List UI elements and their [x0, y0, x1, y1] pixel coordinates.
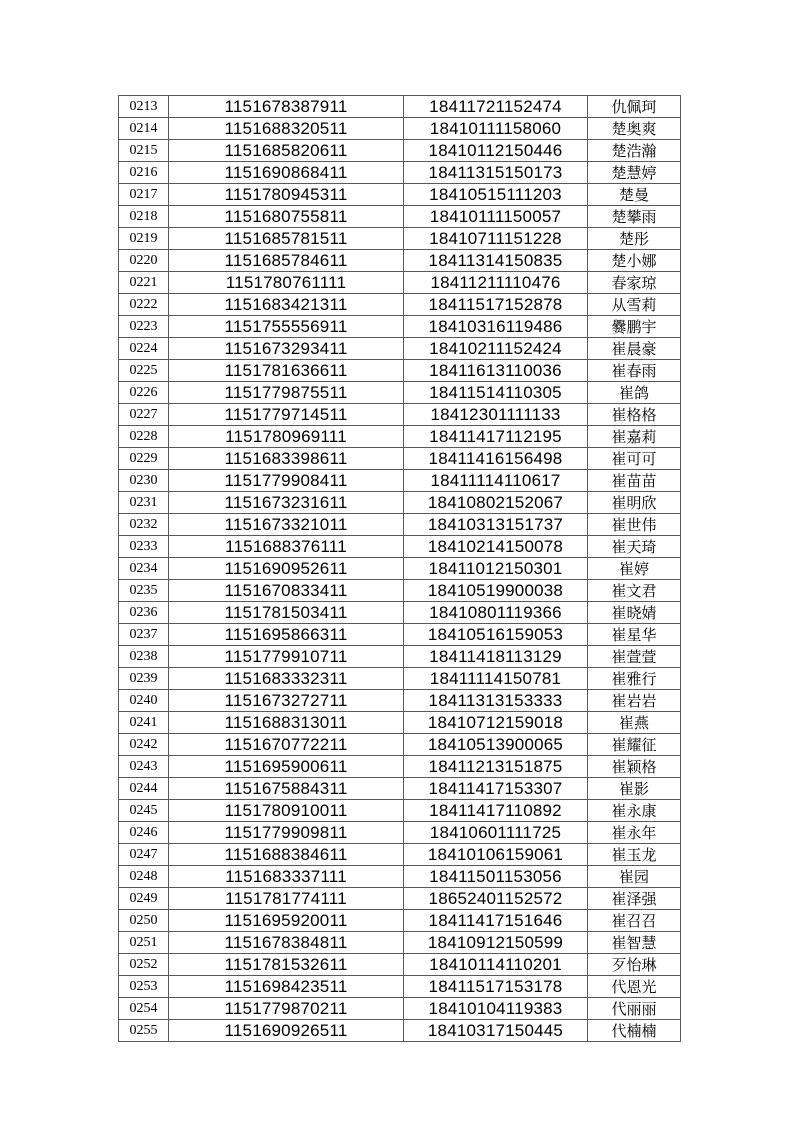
candidate-number-cell: 1151755556911 — [169, 316, 404, 338]
candidate-number-cell: 1151670772211 — [169, 734, 404, 756]
table-row — [119, 360, 681, 382]
name-cell: 崔格格 — [588, 404, 681, 426]
name-cell: 崔苗苗 — [588, 470, 681, 492]
row-index-cell: 0215 — [119, 140, 169, 162]
candidate-number-cell: 1151678384811 — [169, 932, 404, 954]
candidate-number-cell: 1151685781511 — [169, 228, 404, 250]
candidate-number-cell: 1151779870211 — [169, 998, 404, 1020]
row-index-cell: 0243 — [119, 756, 169, 778]
row-index-cell: 0245 — [119, 800, 169, 822]
exam-number-cell: 18411721152474 — [404, 96, 588, 118]
exam-number-cell: 18411501153056 — [404, 866, 588, 888]
name-cell: 从雪莉 — [588, 294, 681, 316]
table-row — [119, 470, 681, 492]
name-cell: 楚小娜 — [588, 250, 681, 272]
candidate-number-cell: 1151779909811 — [169, 822, 404, 844]
row-index-cell: 0223 — [119, 316, 169, 338]
candidate-number-cell: 1151690952611 — [169, 558, 404, 580]
table-row — [119, 668, 681, 690]
exam-number-cell: 18410111158060 — [404, 118, 588, 140]
name-cell: 崔燕 — [588, 712, 681, 734]
exam-number-cell: 18411416156498 — [404, 448, 588, 470]
row-index-cell: 0239 — [119, 668, 169, 690]
exam-number-cell: 18410601111725 — [404, 822, 588, 844]
candidate-number-cell: 1151781503411 — [169, 602, 404, 624]
table-row — [119, 976, 681, 998]
name-cell: 崔世伟 — [588, 514, 681, 536]
candidate-number-cell: 1151779910711 — [169, 646, 404, 668]
table-row — [119, 448, 681, 470]
row-index-cell: 0218 — [119, 206, 169, 228]
exam-number-cell: 18411517153178 — [404, 976, 588, 998]
name-cell: 崔影 — [588, 778, 681, 800]
table-row — [119, 998, 681, 1020]
exam-number-cell: 18411613110036 — [404, 360, 588, 382]
table-row — [119, 404, 681, 426]
exam-number-cell: 18410214150078 — [404, 536, 588, 558]
table-row — [119, 558, 681, 580]
row-index-cell: 0237 — [119, 624, 169, 646]
row-index-cell: 0213 — [119, 96, 169, 118]
table-row — [119, 536, 681, 558]
exam-number-cell: 18410515111203 — [404, 184, 588, 206]
candidate-number-cell: 1151683421311 — [169, 294, 404, 316]
table-row — [119, 932, 681, 954]
row-index-cell: 0235 — [119, 580, 169, 602]
candidate-number-cell: 1151779714511 — [169, 404, 404, 426]
table-row — [119, 822, 681, 844]
row-index-cell: 0236 — [119, 602, 169, 624]
name-cell: 崔泽强 — [588, 888, 681, 910]
table-row — [119, 140, 681, 162]
row-index-cell: 0241 — [119, 712, 169, 734]
exam-number-cell: 18410317150445 — [404, 1020, 588, 1042]
table-row — [119, 514, 681, 536]
name-cell: 崔岩岩 — [588, 690, 681, 712]
exam-number-cell: 18410711151228 — [404, 228, 588, 250]
candidate-number-cell: 1151685784611 — [169, 250, 404, 272]
name-cell: 楚慧婷 — [588, 162, 681, 184]
exam-number-cell: 18410112150446 — [404, 140, 588, 162]
exam-number-cell: 18411213151875 — [404, 756, 588, 778]
candidate-number-cell: 1151688376111 — [169, 536, 404, 558]
exam-number-cell: 18411211110476 — [404, 272, 588, 294]
candidate-number-cell: 1151688384611 — [169, 844, 404, 866]
candidate-number-cell: 1151780969111 — [169, 426, 404, 448]
name-cell: 崔耀征 — [588, 734, 681, 756]
table-row — [119, 580, 681, 602]
exam-number-cell: 18652401152572 — [404, 888, 588, 910]
name-cell: 崔萱萱 — [588, 646, 681, 668]
table-row — [119, 338, 681, 360]
row-index-cell: 0224 — [119, 338, 169, 360]
row-index-cell: 0222 — [119, 294, 169, 316]
table-row — [119, 866, 681, 888]
row-index-cell: 0227 — [119, 404, 169, 426]
exam-number-cell: 18410114110201 — [404, 954, 588, 976]
candidate-number-cell: 1151780761111 — [169, 272, 404, 294]
table-row — [119, 1020, 681, 1042]
table-row — [119, 206, 681, 228]
candidate-number-cell: 1151779875511 — [169, 382, 404, 404]
table-row — [119, 844, 681, 866]
row-index-cell: 0249 — [119, 888, 169, 910]
table-row — [119, 492, 681, 514]
candidate-number-cell: 1151680755811 — [169, 206, 404, 228]
name-cell: 歹怡琳 — [588, 954, 681, 976]
exam-number-cell: 18410316119486 — [404, 316, 588, 338]
name-cell: 楚浩瀚 — [588, 140, 681, 162]
row-index-cell: 0217 — [119, 184, 169, 206]
table-row — [119, 316, 681, 338]
name-cell: 崔玉龙 — [588, 844, 681, 866]
exam-number-cell: 18411114150781 — [404, 668, 588, 690]
row-index-cell: 0244 — [119, 778, 169, 800]
exam-number-cell: 18410513900065 — [404, 734, 588, 756]
name-cell: 崔雅行 — [588, 668, 681, 690]
name-cell: 崔颖格 — [588, 756, 681, 778]
exam-number-cell: 18411417110892 — [404, 800, 588, 822]
table-row — [119, 96, 681, 118]
name-cell: 崔星华 — [588, 624, 681, 646]
candidate-number-cell: 1151670833411 — [169, 580, 404, 602]
candidate-number-cell: 1151695900611 — [169, 756, 404, 778]
exam-number-cell: 18411418113129 — [404, 646, 588, 668]
row-index-cell: 0255 — [119, 1020, 169, 1042]
table-row — [119, 162, 681, 184]
exam-number-cell: 18411315150173 — [404, 162, 588, 184]
exam-number-cell: 18411417151646 — [404, 910, 588, 932]
name-cell: 崔天琦 — [588, 536, 681, 558]
row-index-cell: 0230 — [119, 470, 169, 492]
exam-number-cell: 18411314150835 — [404, 250, 588, 272]
row-index-cell: 0231 — [119, 492, 169, 514]
exam-number-cell: 18410104119383 — [404, 998, 588, 1020]
row-index-cell: 0225 — [119, 360, 169, 382]
name-cell: 代丽丽 — [588, 998, 681, 1020]
candidate-number-cell: 1151779908411 — [169, 470, 404, 492]
candidate-number-cell: 1151780910011 — [169, 800, 404, 822]
row-index-cell: 0238 — [119, 646, 169, 668]
row-index-cell: 0247 — [119, 844, 169, 866]
table-row — [119, 382, 681, 404]
row-index-cell: 0228 — [119, 426, 169, 448]
table-row — [119, 734, 681, 756]
row-index-cell: 0242 — [119, 734, 169, 756]
row-index-cell: 0253 — [119, 976, 169, 998]
table-row — [119, 888, 681, 910]
candidate-number-cell: 1151690926511 — [169, 1020, 404, 1042]
row-index-cell: 0219 — [119, 228, 169, 250]
table-row — [119, 294, 681, 316]
name-cell: 崔嘉莉 — [588, 426, 681, 448]
exam-number-cell: 18410313151737 — [404, 514, 588, 536]
candidate-number-cell: 1151683398611 — [169, 448, 404, 470]
name-cell: 楚攀雨 — [588, 206, 681, 228]
name-cell: 崔明欣 — [588, 492, 681, 514]
candidate-number-cell: 1151675884311 — [169, 778, 404, 800]
candidate-number-cell: 1151695866311 — [169, 624, 404, 646]
table-row — [119, 250, 681, 272]
name-cell: 崔晓婧 — [588, 602, 681, 624]
name-cell: 代楠楠 — [588, 1020, 681, 1042]
name-cell: 崔晨豪 — [588, 338, 681, 360]
row-index-cell: 0252 — [119, 954, 169, 976]
row-index-cell: 0226 — [119, 382, 169, 404]
name-cell: 崔春雨 — [588, 360, 681, 382]
exam-number-cell: 18410106159061 — [404, 844, 588, 866]
table-row — [119, 184, 681, 206]
candidate-number-cell: 1151688320511 — [169, 118, 404, 140]
table-row — [119, 426, 681, 448]
roster-table-body — [119, 96, 681, 1042]
row-index-cell: 0254 — [119, 998, 169, 1020]
name-cell: 仇佩珂 — [588, 96, 681, 118]
exam-number-cell: 18411114110617 — [404, 470, 588, 492]
table-row — [119, 228, 681, 250]
exam-number-cell: 18411313153333 — [404, 690, 588, 712]
name-cell: 崔婷 — [588, 558, 681, 580]
candidate-number-cell: 1151698423511 — [169, 976, 404, 998]
row-index-cell: 0233 — [119, 536, 169, 558]
candidate-number-cell: 1151678387911 — [169, 96, 404, 118]
candidate-number-cell: 1151781532611 — [169, 954, 404, 976]
table-row — [119, 690, 681, 712]
candidate-number-cell: 1151780945311 — [169, 184, 404, 206]
name-cell: 代恩光 — [588, 976, 681, 998]
table-row — [119, 646, 681, 668]
name-cell: 爨鹏宇 — [588, 316, 681, 338]
table-row — [119, 624, 681, 646]
row-index-cell: 0246 — [119, 822, 169, 844]
name-cell: 崔园 — [588, 866, 681, 888]
name-cell: 春家琼 — [588, 272, 681, 294]
name-cell: 楚奥爽 — [588, 118, 681, 140]
candidate-number-cell: 1151688313011 — [169, 712, 404, 734]
exam-number-cell: 18411517152878 — [404, 294, 588, 316]
name-cell: 崔可可 — [588, 448, 681, 470]
exam-number-cell: 18411514110305 — [404, 382, 588, 404]
name-cell: 崔鸽 — [588, 382, 681, 404]
exam-number-cell: 18410802152067 — [404, 492, 588, 514]
name-cell: 楚彤 — [588, 228, 681, 250]
candidate-number-cell: 1151695920011 — [169, 910, 404, 932]
table-row — [119, 272, 681, 294]
table-row — [119, 778, 681, 800]
table-row — [119, 712, 681, 734]
exam-number-cell: 18410801119366 — [404, 602, 588, 624]
exam-number-cell: 18411417153307 — [404, 778, 588, 800]
candidate-number-cell: 1151690868411 — [169, 162, 404, 184]
table-row — [119, 756, 681, 778]
candidate-number-cell: 1151673272711 — [169, 690, 404, 712]
candidate-number-cell: 1151673321011 — [169, 514, 404, 536]
table-row — [119, 954, 681, 976]
exam-number-cell: 18411417112195 — [404, 426, 588, 448]
row-index-cell: 0221 — [119, 272, 169, 294]
exam-number-cell: 18410519900038 — [404, 580, 588, 602]
table-row — [119, 602, 681, 624]
candidate-number-cell: 1151685820611 — [169, 140, 404, 162]
row-index-cell: 0240 — [119, 690, 169, 712]
exam-number-cell: 18410211152424 — [404, 338, 588, 360]
table-row — [119, 910, 681, 932]
exam-number-cell: 18410111150057 — [404, 206, 588, 228]
exam-number-cell: 18410712159018 — [404, 712, 588, 734]
candidate-number-cell: 1151673293411 — [169, 338, 404, 360]
row-index-cell: 0214 — [119, 118, 169, 140]
candidate-number-cell: 1151683337111 — [169, 866, 404, 888]
candidate-number-cell: 1151683332311 — [169, 668, 404, 690]
candidate-number-cell: 1151781774111 — [169, 888, 404, 910]
roster-table — [118, 95, 681, 1042]
candidate-number-cell: 1151781636611 — [169, 360, 404, 382]
row-index-cell: 0220 — [119, 250, 169, 272]
name-cell: 崔文君 — [588, 580, 681, 602]
name-cell: 崔永康 — [588, 800, 681, 822]
table-row — [119, 800, 681, 822]
table-row — [119, 118, 681, 140]
row-index-cell: 0232 — [119, 514, 169, 536]
row-index-cell: 0248 — [119, 866, 169, 888]
name-cell: 崔召召 — [588, 910, 681, 932]
exam-number-cell: 18412301111133 — [404, 404, 588, 426]
exam-number-cell: 18411012150301 — [404, 558, 588, 580]
name-cell: 崔智慧 — [588, 932, 681, 954]
name-cell: 楚曼 — [588, 184, 681, 206]
row-index-cell: 0251 — [119, 932, 169, 954]
exam-number-cell: 18410516159053 — [404, 624, 588, 646]
exam-number-cell: 18410912150599 — [404, 932, 588, 954]
row-index-cell: 0250 — [119, 910, 169, 932]
name-cell: 崔永年 — [588, 822, 681, 844]
candidate-number-cell: 1151673231611 — [169, 492, 404, 514]
row-index-cell: 0234 — [119, 558, 169, 580]
row-index-cell: 0216 — [119, 162, 169, 184]
row-index-cell: 0229 — [119, 448, 169, 470]
